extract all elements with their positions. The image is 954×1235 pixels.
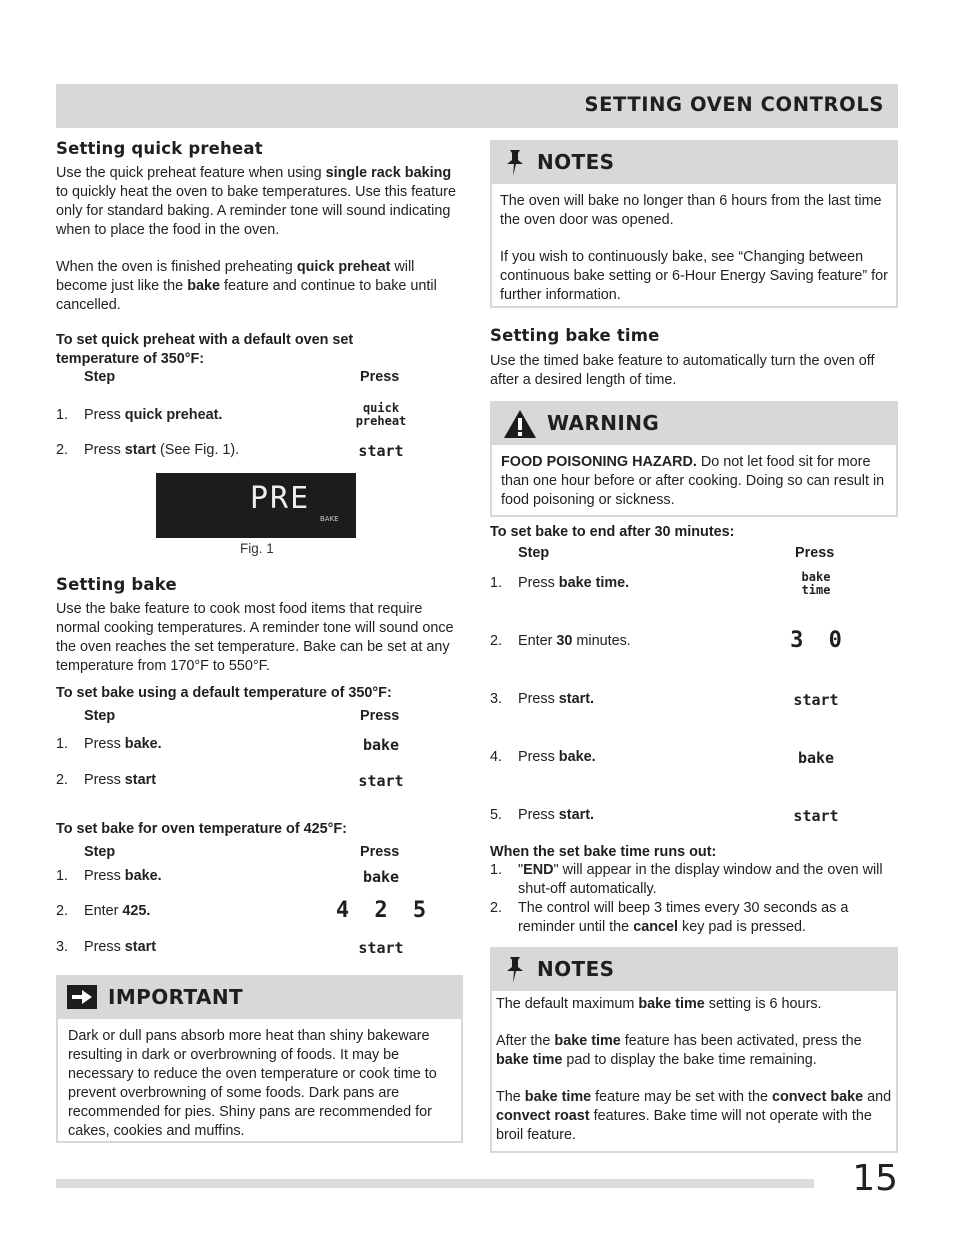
- press-column-label: Press: [360, 708, 400, 724]
- step-column-label: Step: [84, 708, 116, 724]
- bake-425-step-3: 3. Press start: [56, 939, 156, 955]
- pushpin-icon: [504, 148, 526, 178]
- start-key[interactable]: start: [358, 772, 404, 790]
- warning-body: FOOD POISONING HAZARD. Do not let food sit for more than one hour before or after cooking. Doing so can result in food poisoning or sickness.: [501, 454, 885, 508]
- pushpin-icon: [504, 955, 526, 985]
- list-item: 1. "END" will appear in the display window and the oven will shut-off automatically.: [490, 862, 883, 897]
- bake-key[interactable]: bake: [362, 736, 400, 754]
- notes-title: NOTES: [537, 150, 615, 174]
- important-title: IMPORTANT: [108, 985, 244, 1009]
- start-key[interactable]: start: [793, 691, 839, 709]
- bake-end-step-2: 2. Enter 30 minutes.: [490, 633, 631, 649]
- notes-body: The oven will bake no longer than 6 hours from the last time the oven door was opened. If you wish to continuously bake, see “Changing between continuous bake setting or 6-Hour Energy Saving feature” for further information.: [500, 193, 888, 303]
- bake-time-key[interactable]: bake time: [801, 570, 831, 597]
- bake-425-subhead: To set bake for oven temperature of 425°F:: [56, 821, 347, 837]
- bake-default-step-1: 1. Press bake.: [56, 736, 162, 752]
- bake-425-step-1: 1. Press bake.: [56, 868, 162, 884]
- footer-bar: [56, 1179, 814, 1188]
- bake-default-subhead: To set bake using a default temperature of 350°F:: [56, 685, 392, 701]
- bake-default-step-2: 2. Press start: [56, 772, 156, 788]
- bake-intro: Use the bake feature to cook most food items that require normal cooking temperatures. A reminder tone will sound once the oven reaches the set temperature. Bake can be set at any temperature from 170°F to 550°F.: [56, 601, 454, 674]
- quick-preheat-intro: Use the quick preheat feature when using single rack baking to quickly heat the oven to bake temperatures. Use this feature only for standard baking. A reminder tone will sound indicating when to place the food in the oven.: [56, 165, 456, 238]
- bake-key[interactable]: bake: [797, 749, 835, 767]
- important-box: [56, 975, 463, 1143]
- number-keys-30[interactable]: 3 0: [790, 628, 848, 653]
- bake-heading: Setting bake: [56, 575, 177, 594]
- display-readout: PRE: [250, 481, 311, 516]
- list-item: 2. The control will beep 3 times every 30 seconds as a reminder until the cancel key pad is pressed.: [490, 900, 849, 935]
- bake-end-step-5: 5. Press start.: [490, 807, 594, 823]
- important-body: Dark or dull pans absorb more heat than shiny bakeware resulting in dark or overbrowning of foods. It may be necessary to reduce the oven temperature or cook time to prevent overbrowning of some foods. Dark pans are recommended for pies. Shiny pans are recommended for cakes, cookies and muffins.: [68, 1028, 437, 1139]
- warning-triangle-icon: [503, 409, 537, 439]
- warning-box-header: [492, 403, 896, 445]
- notes-title: NOTES: [537, 957, 615, 981]
- bake-end-step-3: 3. Press start.: [490, 691, 594, 707]
- bake-end-subhead: To set bake to end after 30 minutes:: [490, 524, 735, 540]
- arrow-right-icon: [67, 985, 97, 1009]
- important-box-header: [58, 977, 461, 1019]
- quick-preheat-step-1: 1. Press quick preheat.: [56, 407, 223, 423]
- warning-box: [490, 401, 898, 517]
- step-column-label: Step: [84, 369, 116, 385]
- figure-caption: Fig. 1: [240, 541, 274, 556]
- start-key[interactable]: start: [358, 442, 404, 460]
- section-header-bar: [56, 84, 898, 128]
- press-column-label: Press: [360, 369, 400, 385]
- bake-425-step-2: 2. Enter 425.: [56, 903, 151, 919]
- quick-preheat-finish-text: When the oven is finished preheating quick preheat will become just like the bake feature and continue to bake until cancelled.: [56, 259, 437, 313]
- oven-display-figure: [156, 473, 356, 538]
- bake-key[interactable]: bake: [362, 868, 400, 886]
- notes-box-header: [492, 142, 896, 184]
- number-keys-425[interactable]: 4 2 5: [335, 898, 433, 923]
- notes-body: The default maximum bake time setting is 6 hours. After the bake time feature has been activated, press the bake time pad to display the bake time remaining. The bake time feature may be set with the convect bake and convect roast features. Bake time will not operate with the broil feature.: [496, 996, 892, 1143]
- section-title: SETTING OVEN CONTROLS: [584, 93, 884, 116]
- display-bake-indicator: BAKE: [320, 515, 339, 523]
- press-column-label: Press: [360, 844, 400, 860]
- step-column-label: Step: [84, 844, 116, 860]
- warning-title: WARNING: [547, 411, 660, 435]
- notes-box-1: [490, 140, 898, 308]
- start-key[interactable]: start: [358, 939, 404, 957]
- notes-box-header: [492, 949, 896, 991]
- page-number: 15: [852, 1158, 898, 1199]
- press-column-label: Press: [795, 545, 835, 561]
- bake-end-step-1: 1. Press bake time.: [490, 575, 630, 591]
- step-column-label: Step: [518, 545, 550, 561]
- bake-end-step-4: 4. Press bake.: [490, 749, 596, 765]
- quick-preheat-key[interactable]: quick preheat: [355, 401, 407, 428]
- quick-preheat-step-2: 2. Press start (See Fig. 1).: [56, 442, 240, 458]
- runs-out-subhead: When the set bake time runs out:: [490, 844, 717, 860]
- notes-box-2: [490, 947, 898, 1153]
- bake-time-heading: Setting bake time: [490, 326, 660, 345]
- bake-time-intro: Use the timed bake feature to automatically turn the oven off after a desired length of time.: [490, 353, 875, 388]
- runs-out-list: [490, 861, 894, 937]
- quick-preheat-heading: Setting quick preheat: [56, 139, 263, 158]
- quick-preheat-subhead: To set quick preheat with a default oven set temperature of 350°F:: [56, 332, 354, 367]
- start-key[interactable]: start: [793, 807, 839, 825]
